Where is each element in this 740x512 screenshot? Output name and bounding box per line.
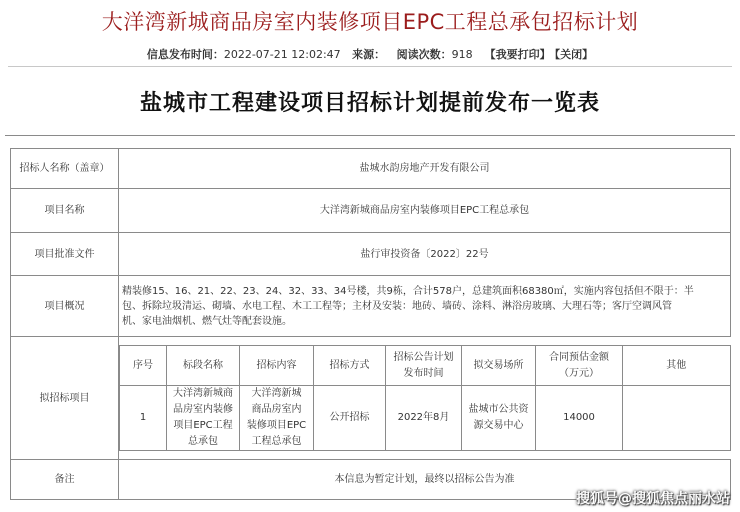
table-row — [11, 276, 731, 337]
remark-value: 本信息为暂定计划，最终以招标公告为准 — [119, 460, 731, 500]
header-section: 标段名称 — [167, 346, 240, 386]
project-name-value: 大洋湾新城商品房室内装修项目EPC工程总承包 — [119, 189, 731, 233]
source-label: 来源： — [352, 48, 386, 61]
header-content: 招标内容 — [240, 346, 314, 386]
views-label: 阅读次数： — [396, 48, 452, 61]
overview-line: 精装修15、16、21、22、23、24、32、33、34号楼，共9栋，合计578户，总建筑面积68380㎡，实施内容包括但不限于：半 — [122, 285, 694, 297]
table-row — [11, 233, 731, 276]
header-method: 招标方式 — [314, 346, 386, 386]
cell-content-line: 装修项目EPC — [246, 420, 307, 431]
cell-section-line: 项目EPC工程 — [173, 420, 233, 431]
views-count: 918 — [451, 48, 473, 61]
project-name-label: 项目名称 — [11, 189, 119, 233]
print-link[interactable]: 【我要打印】 — [484, 48, 551, 61]
cell-section-line: 品房室内装修 — [173, 404, 233, 415]
table-row — [11, 189, 731, 233]
publish-time-label: 信息发布时间： — [146, 48, 224, 61]
header-divider — [8, 66, 732, 67]
tender-plan-table — [10, 148, 731, 500]
tenderer-label: 招标人名称（盖章） — [11, 149, 119, 189]
table-row — [11, 149, 731, 189]
header-seq: 序号 — [120, 346, 167, 386]
approval-value: 盐行审投资备〔2022〕22号 — [119, 233, 731, 276]
planned-project-label: 拟招标项目 — [11, 337, 119, 460]
tenderer-value: 盐城水韵房地产开发有限公司 — [119, 149, 731, 189]
cell-section-line: 大洋湾新城商 — [173, 388, 233, 399]
remark-label: 备注 — [11, 460, 119, 500]
header-time — [386, 346, 462, 386]
page-title: 大洋湾新城商品房室内装修项目EPC工程总承包招标计划 — [101, 10, 639, 34]
overview-value — [119, 276, 731, 337]
header-place: 拟交易场所 — [462, 346, 536, 386]
table-row — [120, 386, 731, 451]
cell-content — [240, 386, 314, 451]
approval-label: 项目批准文件 — [11, 233, 119, 276]
header-amount — [536, 346, 623, 386]
cell-amount: 14000 — [536, 386, 623, 451]
document-title: 盐城市工程建设项目招标计划提前发布一览表 — [139, 90, 600, 116]
header-other: 其他 — [623, 346, 731, 386]
close-link[interactable]: 【关闭】 — [554, 48, 594, 61]
table-row — [120, 346, 731, 386]
overview-line: 包、拆除垃圾清运、砌墙、水电工程、木工工程等；主材及安装：地砖、墙砖、涂料、淋浴房玻璃、大理石等；客厅空调风管 — [122, 300, 672, 312]
table-row — [11, 337, 731, 460]
planned-project-table — [119, 345, 731, 451]
cell-content-line: 大洋湾新城 — [251, 388, 302, 399]
cell-section-line: 总承包 — [188, 436, 218, 447]
cell-place-line: 盐城市公共资 — [468, 404, 529, 415]
cell-seq: 1 — [120, 386, 167, 451]
header-time-line: 发布时间 — [403, 367, 444, 379]
cell-place — [462, 386, 536, 451]
cell-method: 公开招标 — [314, 386, 386, 451]
cell-place-line: 源交易中心 — [473, 420, 524, 431]
table-top-rule — [5, 135, 735, 136]
overview-line: 机、家电油烟机、燃气灶等配套设施。 — [122, 315, 292, 327]
publish-time-value: 2022-07-21 12:02:47 — [223, 48, 341, 61]
overview-label: 项目概况 — [11, 276, 119, 337]
cell-section — [167, 386, 240, 451]
header-time-line: 招标公告计划 — [393, 351, 454, 363]
info-bar — [0, 46, 740, 62]
cell-content-line: 商品房室内 — [251, 404, 302, 415]
cell-content-line: 工程总承包 — [251, 436, 302, 447]
watermark: 搜狐号@搜狐焦点丽水站 — [576, 491, 730, 507]
cell-time: 2022年8月 — [386, 386, 462, 451]
header-amount-line: 合同预估金额 — [549, 351, 609, 363]
planned-project-cell — [119, 337, 731, 460]
cell-other — [623, 386, 731, 451]
header-amount-line: （万元） — [559, 367, 599, 379]
